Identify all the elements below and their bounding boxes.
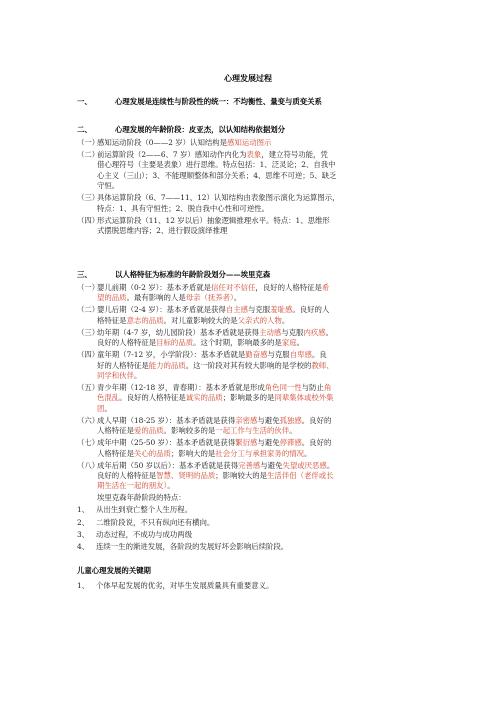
key-term: 信任对不信任 bbox=[211, 283, 256, 292]
section-4-item bbox=[77, 581, 89, 591]
key-term: 家庭 bbox=[281, 338, 297, 348]
summary-item-text bbox=[96, 505, 192, 515]
summary-item bbox=[77, 518, 89, 528]
body-text: 。 bbox=[133, 371, 142, 380]
key-term: 团 bbox=[97, 403, 105, 413]
key-term: 同学和伙伴 bbox=[97, 371, 134, 380]
section-3-item-line bbox=[97, 293, 241, 303]
body-text: ，建立符号功能，凭 bbox=[261, 150, 328, 159]
body-text: 幼年期（4-7 岁，幼儿园阶段）基本矛盾就是获得 bbox=[97, 327, 260, 337]
body-text: 。 bbox=[281, 315, 290, 325]
section-4-item-number: 1、 bbox=[77, 580, 90, 590]
body-text: 人格特征是 bbox=[97, 448, 134, 458]
summary-item-number: 3、 bbox=[77, 529, 90, 539]
section-2-item-number bbox=[77, 138, 99, 148]
section-3-heading bbox=[77, 270, 92, 280]
key-term: 内疚感 bbox=[303, 327, 326, 337]
key-term: 希 bbox=[321, 283, 330, 292]
section-3-item-line bbox=[97, 383, 331, 393]
section-3-heading-text bbox=[115, 270, 270, 280]
body-text: 与克服 bbox=[281, 327, 304, 337]
body-text: 特点：1、具有守恒性；2、脱自我中心性和可逆性。 bbox=[97, 203, 270, 213]
key-term: 表象 bbox=[246, 150, 262, 159]
body-text: 婴儿后期（2-4 岁）：基本矛盾就是获得 bbox=[97, 305, 226, 315]
section-3-item-line bbox=[97, 371, 141, 381]
key-term: 感知运动图示 bbox=[227, 138, 272, 147]
section-3-item-2-number: （二） bbox=[77, 305, 100, 315]
section-3-item-7-number: （七） bbox=[77, 438, 100, 448]
section-2-heading-label: 心理发展的年龄阶段：皮亚杰，以认知结构依据划分 bbox=[115, 125, 285, 134]
body-text: 。对儿童影响较大的是 bbox=[163, 315, 238, 325]
body-text: ；影响最多的是 bbox=[222, 393, 275, 403]
key-term: 母亲（抚养者） bbox=[185, 293, 234, 303]
body-text: 。良好的人格特征是 bbox=[119, 393, 186, 403]
body-text: 格特征是 bbox=[97, 315, 127, 325]
section-2-item-2-number: （二） bbox=[77, 150, 100, 159]
section-2-heading bbox=[77, 125, 92, 135]
summary-item bbox=[77, 542, 89, 552]
summary-item-label: 连续一生的渐进发展，各阶段的发展好坏会影响后续阶段。 bbox=[96, 542, 289, 551]
section-2-heading-text bbox=[115, 125, 285, 135]
section-3-item-number bbox=[77, 350, 99, 360]
section-3-item-number bbox=[77, 383, 99, 393]
section-2-item-line bbox=[97, 171, 337, 181]
section-2-item-line bbox=[97, 226, 227, 236]
body-text: ，良好的人格特征是 bbox=[255, 283, 322, 292]
body-text: 成年后期（50 岁以后）：基本矛盾就是获得 bbox=[97, 460, 239, 470]
body-text: 。这一阶段对其有较大影响的是学校的 bbox=[185, 360, 312, 370]
section-2-item-line bbox=[97, 138, 271, 148]
key-term: 关心的品质 bbox=[133, 448, 171, 458]
key-term: 孤独感 bbox=[279, 415, 302, 425]
section-1-heading-number: 一、 bbox=[77, 97, 92, 106]
section-3-item-line bbox=[97, 361, 334, 371]
section-3-item-line bbox=[97, 438, 331, 448]
section-3-item-line bbox=[97, 283, 329, 293]
key-term: 一起工作与生活的伙伴 bbox=[215, 426, 290, 436]
key-term: 爱的品质 bbox=[133, 426, 164, 436]
key-term: 意志的品质 bbox=[126, 315, 164, 325]
body-text: 与避免 bbox=[260, 460, 283, 470]
summary-item-label: 从出生到衰亡整个人生历程。 bbox=[96, 505, 193, 515]
section-2-item-3-number: （三） bbox=[77, 193, 100, 203]
summary-intro bbox=[97, 493, 186, 503]
section-3-item-number bbox=[77, 305, 99, 315]
section-2-item-line bbox=[97, 204, 269, 214]
key-term: 羞耻感 bbox=[270, 305, 293, 315]
key-term: 角 bbox=[323, 383, 332, 392]
summary-item-label: 二维阶段说，不只有纵向还有横向。 bbox=[96, 517, 215, 527]
body-text: 童年期（7-12 岁，小学阶段）：基本矛盾就是 bbox=[97, 350, 246, 360]
key-term: 主动感 bbox=[259, 327, 282, 337]
summary-item-text bbox=[96, 518, 214, 528]
key-term: 目标的品质 bbox=[156, 338, 194, 348]
summary-item-number: 1、 bbox=[77, 505, 90, 515]
body-text: 心主义（三山）；3、不能理顺整体和部分关系；4、思维不可逆；5、缺乏 bbox=[97, 170, 337, 180]
key-term: 教师、 bbox=[311, 360, 334, 370]
section-3-item-number bbox=[77, 461, 99, 471]
section-4-heading bbox=[77, 566, 151, 576]
body-text: 。 bbox=[296, 338, 305, 348]
section-2-heading-number: 二、 bbox=[77, 125, 92, 134]
body-text: 前运算阶段（2——6、7 岁）感知动作内化为 bbox=[97, 150, 247, 159]
key-term: 期生活在一起的朋友） bbox=[97, 481, 168, 491]
section-3-item-number bbox=[77, 438, 99, 448]
key-term: 色混乱 bbox=[97, 393, 120, 403]
body-text: 婴儿前期（0-2 岁）：基本矛盾就是 bbox=[97, 283, 212, 292]
section-4-label: 儿童心理发展的关键期 bbox=[77, 566, 151, 576]
body-text: 守恒。 bbox=[97, 181, 120, 191]
section-2-item-number bbox=[77, 193, 99, 203]
summary-item-number: 2、 bbox=[77, 517, 90, 527]
body-text: 。 bbox=[325, 327, 334, 337]
body-text: 。影响较多的是 bbox=[163, 426, 216, 436]
section-2-item-line bbox=[97, 193, 340, 203]
summary-item-text bbox=[96, 530, 192, 540]
body-text: 。 bbox=[167, 481, 175, 491]
body-text: 。良好的 bbox=[301, 415, 332, 425]
section-3-item-line bbox=[97, 461, 334, 471]
body-text: 。这个时期，影响最多的是 bbox=[193, 338, 282, 348]
body-text: 良好的人格特征是 bbox=[97, 338, 157, 348]
body-text: 与防止 bbox=[301, 383, 324, 392]
body-text: 与避免 bbox=[257, 415, 280, 425]
body-text: 。 bbox=[326, 460, 335, 470]
section-3-item-line bbox=[97, 393, 334, 403]
summary-item-text bbox=[96, 542, 288, 552]
body-text: 与克服 bbox=[248, 305, 271, 315]
key-term: 智慧、贤明的品质 bbox=[156, 471, 216, 480]
key-term: 生活伴侣（老伴或长 bbox=[267, 471, 334, 480]
section-2-item-4-number: （四） bbox=[77, 215, 100, 225]
section-3-item-line bbox=[97, 350, 327, 360]
body-text: 。 bbox=[289, 426, 297, 436]
key-term: 父亲式的人物 bbox=[237, 315, 282, 325]
body-text: 与克服 bbox=[267, 350, 290, 360]
summary-intro-text: 埃里克森年龄阶段的特点： bbox=[97, 493, 186, 503]
section-2-item-line bbox=[97, 150, 328, 160]
body-text: 。良 bbox=[311, 350, 327, 360]
section-3-item-line bbox=[97, 338, 304, 348]
section-2-item-line bbox=[97, 160, 336, 170]
page-title: 心理发展过程 bbox=[224, 73, 272, 83]
body-text: 借心理符号（主要是表象）进行思维。特点包括：1、泛灵论；2、自我中 bbox=[97, 160, 336, 170]
section-3-item-8-number: （八） bbox=[77, 460, 100, 470]
summary-item bbox=[77, 530, 89, 540]
key-term: 社会分工与承担家务的情况 bbox=[215, 448, 304, 458]
key-term: 完善感 bbox=[238, 460, 261, 470]
section-3-item-5-number: （五） bbox=[77, 383, 100, 392]
section-3-item-3-number: （三） bbox=[77, 327, 100, 337]
key-term: 同辈集体或校外集 bbox=[274, 393, 334, 403]
section-3-heading-label: 以人格特征为标准的年龄阶段划分——埃里克森 bbox=[115, 270, 271, 279]
section-3-item-6-number: （六） bbox=[77, 415, 100, 425]
section-1-heading-text bbox=[115, 97, 322, 107]
key-term: 诚实的品质 bbox=[185, 393, 223, 403]
key-term: 勤奋感 bbox=[245, 350, 268, 360]
body-text: 好的人格特征是 bbox=[97, 360, 149, 370]
section-4-item-text bbox=[96, 581, 273, 591]
section-1-heading-label: 心理发展是连续性与阶段性的统一：不均衡性、量变与质变关系 bbox=[115, 97, 322, 106]
body-text: 。最有影响的人是 bbox=[126, 293, 186, 303]
summary-item-number: 4、 bbox=[77, 542, 90, 551]
section-3-item-line bbox=[97, 481, 175, 491]
body-text: 成人早期（18-25 岁）：基本矛盾就是获得 bbox=[97, 415, 236, 425]
section-1-heading bbox=[77, 97, 92, 107]
section-3-item-line bbox=[97, 471, 334, 481]
section-3-item-4-number: （四） bbox=[77, 350, 100, 360]
body-text: 与避免 bbox=[257, 438, 280, 448]
key-term: 繁衍感 bbox=[235, 438, 258, 448]
section-3-item-line bbox=[97, 426, 297, 436]
key-term: 自主感 bbox=[225, 305, 248, 315]
body-text: 青少年期（12-18 岁，青春期）：基本矛盾就是形成 bbox=[97, 383, 265, 392]
body-text: 。 bbox=[233, 293, 242, 303]
section-3-item-number bbox=[77, 328, 99, 338]
section-3-item-line bbox=[97, 328, 333, 338]
section-3-item-number bbox=[77, 283, 99, 293]
body-text: 人格特征是 bbox=[97, 426, 134, 436]
key-term: 角色同一性 bbox=[264, 383, 302, 392]
section-2-item-1-number: （一） bbox=[77, 138, 100, 147]
section-3-item-line bbox=[97, 449, 311, 459]
key-term: 自卑感 bbox=[289, 350, 312, 360]
section-2-item-number bbox=[77, 150, 99, 160]
section-2-item-line bbox=[97, 181, 119, 191]
section-2-item-line bbox=[97, 216, 330, 226]
section-2-item-number bbox=[77, 216, 99, 226]
key-term: 能力的品质 bbox=[148, 360, 186, 370]
body-text: 形式运算阶段（11、12 岁以后）抽象逻辑推理水平。特点：1、思维形 bbox=[97, 215, 330, 225]
body-text: 。 bbox=[104, 403, 112, 413]
body-text: 。 bbox=[304, 448, 312, 458]
body-text: 具体运算阶段（6、7——11、12）认知结构由表象图示演化为运算图示， bbox=[97, 193, 340, 203]
key-term: 望的品质 bbox=[97, 293, 127, 303]
summary-item-label: 动态过程，不成功与成功两级 bbox=[96, 529, 193, 539]
section-4-item-label: 个体早起发展的优劣，对毕生发展质量具有重要意义。 bbox=[96, 580, 274, 590]
body-text: 。良好的 bbox=[301, 438, 332, 448]
key-term: 停滞感 bbox=[279, 438, 302, 448]
section-3-item-line bbox=[97, 316, 289, 326]
section-3-item-line bbox=[97, 404, 112, 414]
section-3-heading-number: 三、 bbox=[77, 270, 92, 279]
section-3-item-number bbox=[77, 416, 99, 426]
section-3-item-line bbox=[97, 305, 329, 315]
key-term: 亲密感 bbox=[235, 415, 258, 425]
body-text: 式摆脱思维内容；2、进行假设演绎推理 bbox=[97, 226, 228, 235]
section-3-item-1-number: （一） bbox=[77, 283, 100, 292]
body-text: 成年中期（25-50 岁）：基本矛盾就是获得 bbox=[97, 438, 236, 448]
summary-item bbox=[77, 505, 89, 515]
key-term: 失望或厌恶感 bbox=[282, 460, 327, 470]
body-text: ；影响大的是 bbox=[170, 448, 216, 458]
body-text: 感知运动阶段（0——2 岁）认知结构是 bbox=[97, 138, 228, 147]
section-3-item-line bbox=[97, 416, 331, 426]
body-text: 良好的人格特征是 bbox=[97, 471, 157, 480]
body-text: ；影响较大的是 bbox=[215, 471, 268, 480]
body-text: 。良好的人 bbox=[292, 305, 330, 315]
